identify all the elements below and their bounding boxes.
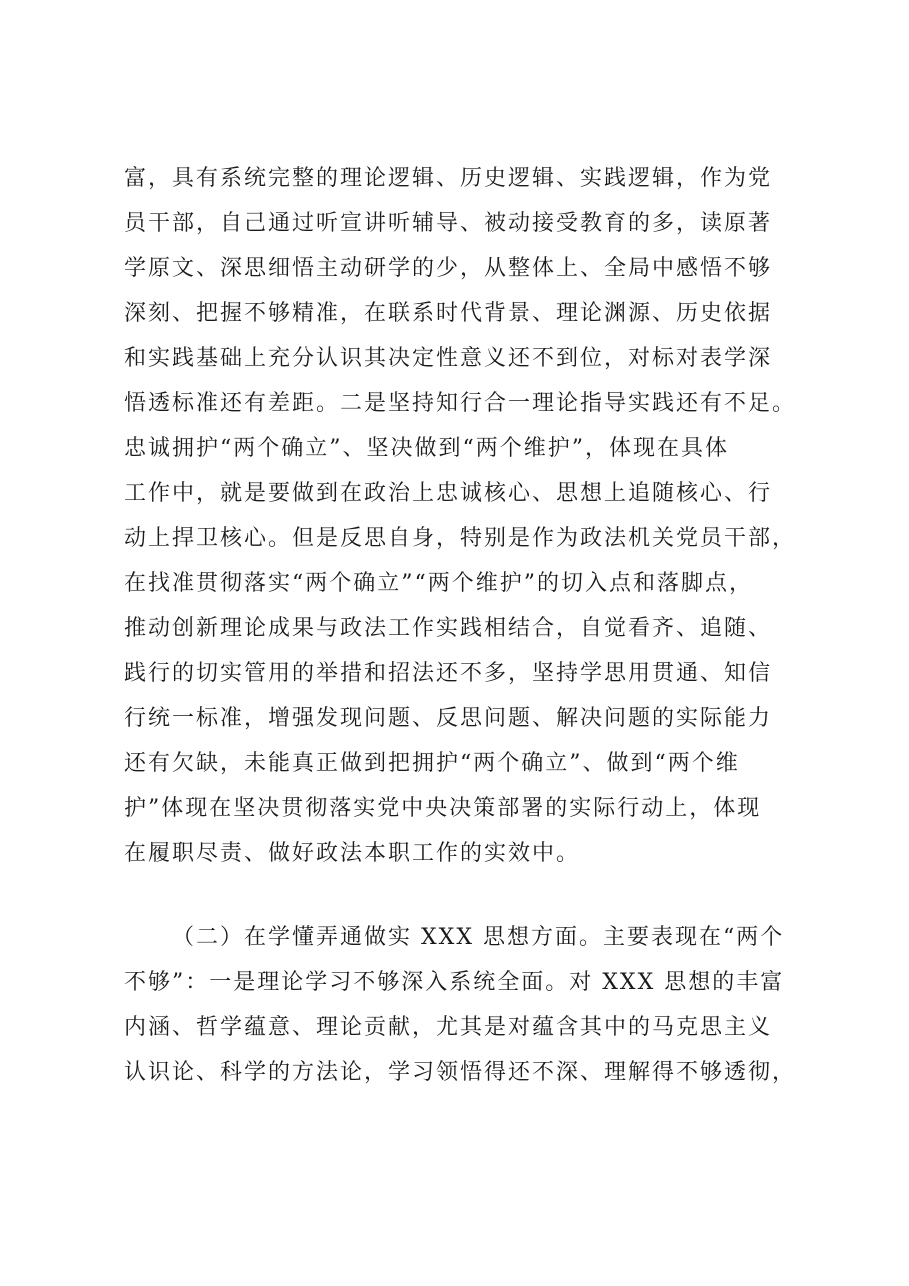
text-line: 悟透标准还有差距。二是坚持知行合一理论指导实践还有不足。 (124, 391, 797, 416)
text-line: 还有欠缺，未能真正做到把拥护“两个确立”、做到“两个维 (124, 751, 740, 776)
text-line: 在找准贯彻落实“两个确立”“两个维护”的切入点和落脚点， (124, 571, 753, 596)
text-line: 学原文、深思细悟主动研学的少，从整体上、全局中感悟不够 (124, 256, 773, 281)
text-line: 和实践基础上充分认识其决定性意义还不到位，对标对表学深 (124, 346, 773, 371)
text-line: 在履职尽责、做好政法本职工作的实效中。 (124, 841, 581, 866)
text-line: 员干部，自己通过听宣讲听辅导、被动接受教育的多，读原著 (124, 211, 773, 236)
text-line: 内涵、哲学蕴意、理论贡献，尤其是对蕴含其中的马克思主义 (124, 1015, 773, 1040)
text-line: 践行的切实管用的举措和招法还不多，坚持学思用贯通、知信 (124, 661, 773, 686)
text-line: 深刻、把握不够精准，在联系时代背景、理论渊源、历史依据 (124, 301, 773, 326)
text-line: 推动创新理论成果与政法工作实践相结合，自觉看齐、追随、 (124, 616, 773, 641)
text-line: 护”体现在坚决贯彻落实党中央决策部署的实际行动上，体现 (124, 796, 762, 821)
text-line: 富，具有系统完整的理论逻辑、历史逻辑、实践逻辑，作为党 (124, 166, 773, 191)
text-line: 不够”：一是理论学习不够深入系统全面。对 XXX 思想的丰富 (124, 970, 785, 995)
text-line: 忠诚拥护“两个确立”、坚决做到“两个维护”，体现在具体 (124, 436, 729, 461)
text-line: 动上捍卫核心。但是反思自身，特别是作为政法机关党员干部， (124, 526, 797, 551)
text-line: 认识论、科学的方法论，学习领悟得还不深、理解得不够透彻， (124, 1060, 797, 1085)
text-line: 行统一标准，增强发现问题、反思问题、解决问题的实际能力 (124, 706, 773, 731)
text-line: 工作中，就是要做到在政治上忠诚核心、思想上追随核心、行 (124, 481, 773, 506)
text-line: （二）在学懂弄通做实 XXX 思想方面。主要表现在“两个 (172, 925, 785, 950)
